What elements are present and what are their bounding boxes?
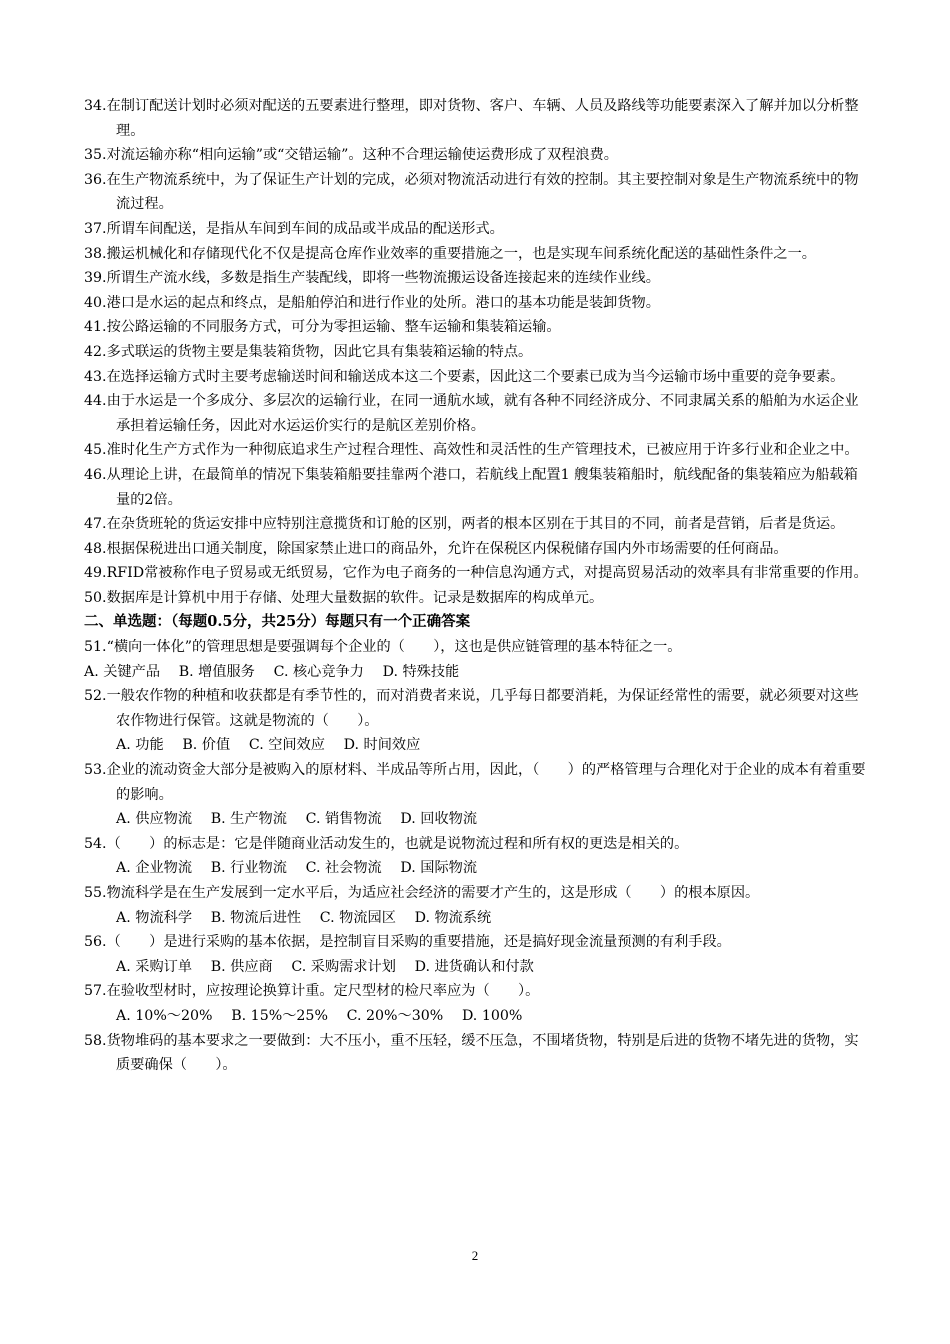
true-false-question-list <box>84 94 870 610</box>
question-item <box>84 881 870 906</box>
question-item <box>84 537 870 562</box>
question-item <box>84 94 870 143</box>
question-item <box>84 315 870 340</box>
page-number: 2 <box>471 1248 479 1263</box>
question-text: 货物堆码的基本要求之一要做到：大不压小，重不压轻，缓不压急，不围堵货物，特别是后进的货物不堵先进的货物，实质要确保（ ）。 <box>106 1032 859 1074</box>
question-number: 39. <box>84 270 107 287</box>
question-text: 企业的流动资金大部分是被购入的原材料、半成品等所占用，因此，（ ）的严格管理与合理化对于企业的成本有着重要的影响。 <box>106 762 866 803</box>
question-number: 35. <box>84 147 107 164</box>
question-item <box>84 340 870 365</box>
question-number: 41. <box>84 319 107 336</box>
question-text: （ ）是进行采购的基本依据，是控制盲目采购的重要措施，还是搞好现金流量预测的有利手段。 <box>106 934 731 951</box>
question-item <box>84 635 870 660</box>
question-number: 57. <box>84 983 107 1000</box>
question-number: 44. <box>84 393 107 410</box>
question-number: 50. <box>84 589 107 606</box>
question-number: 58. <box>84 1032 107 1049</box>
question-text: 根据保税进出口通关制度，除国家禁止进口的商品外，允许在保税区内保税储存国内外市场需要的任何商品。 <box>106 540 788 557</box>
question-text: 一般农作物的种植和收获都是有季节性的，而对消费者来说，几乎每日都要消耗，为保证经常性的需要，就必须要对这些农作物进行保管。这就是物流的（ ）。 <box>106 688 859 729</box>
question-text: （ ）的标志是：它是伴随商业活动发生的，也就是说物流过程和所有权的更迭是相关的。 <box>106 835 689 852</box>
question-number: 55. <box>84 885 107 901</box>
question-text: 搬运机械化和存储现代化不仅是提高仓库作业效率的重要措施之一，也是实现车间系统化配送的基础性条件之一。 <box>106 245 816 262</box>
section-heading: 二、单选题：（每题0.5分，共25分）每题只有一个正确答案 <box>84 613 471 631</box>
question-number: 48. <box>84 540 107 557</box>
single-choice-question-list <box>84 635 870 1078</box>
question-text: 对流运输亦称“相向运输”或“交错运输”。这种不合理运输使运费形成了双程浪费。 <box>106 147 618 164</box>
question-number: 37. <box>84 220 107 237</box>
question-text: 在生产物流系统中，为了保证生产计划的完成，必须对物流活动进行有效的控制。其主要控制对象是生产物流系统中的物流过程。 <box>106 171 859 213</box>
question-number: 38. <box>84 245 107 262</box>
question-text: 准时化生产方式作为一种彻底追求生产过程合理性、高效性和灵活性的生产管理技术，已被应用于许多行业和企业之中。 <box>106 442 859 459</box>
question-item <box>84 979 870 1004</box>
question-item <box>84 930 870 955</box>
answer-options: A. 功能 B. 价值 C. 空间效应 D. 时间效应 <box>116 737 421 754</box>
question-number: 52. <box>84 688 107 705</box>
question-text: 从理论上讲，在最简单的情况下集装箱船要挂靠两个港口，若航线上配置1 艘集装箱船时，航线配备的集装箱应为船载箱量的2倍。 <box>106 466 858 508</box>
question-item <box>84 832 870 857</box>
answer-options: A. 关键产品 B. 增值服务 C. 核心竞争力 D. 特殊技能 <box>84 663 460 680</box>
answer-options: A. 供应物流 B. 生产物流 C. 销售物流 D. 回收物流 <box>116 811 478 828</box>
question-text: RFID常被称作电子贸易或无纸贸易，它作为电子商务的一种信息沟通方式，对提高贸易活动的效率具有非常重要的作用。 <box>106 565 868 582</box>
question-number: 46. <box>84 466 107 483</box>
question-item <box>84 438 870 463</box>
question-number: 54. <box>84 835 107 852</box>
question-number: 49. <box>84 565 107 582</box>
question-text: 按公路运输的不同服务方式，可分为零担运输、整车运输和集装箱运输。 <box>106 319 561 336</box>
question-number: 40. <box>84 294 107 311</box>
question-item <box>84 143 870 168</box>
question-item <box>84 242 870 267</box>
question-text: 在选择运输方式时主要考虑输送时间和输送成本这二个要素，因此这二个要素已成为当今运输市场中重要的竞争要素。 <box>106 368 845 385</box>
question-text: 在制订配送计划时必须对配送的五要素进行整理，即对货物、客户、车辆、人员及路线等功能要素深入了解并加以分析整理。 <box>106 98 859 139</box>
page-content <box>84 94 870 1078</box>
question-number: 43. <box>84 368 107 385</box>
question-item <box>84 266 870 291</box>
question-text: 所谓车间配送，是指从车间到车间的成品或半成品的配送形式。 <box>106 220 504 237</box>
question-item <box>84 291 870 316</box>
question-number: 36. <box>84 171 107 188</box>
question-text: 在验收型材时，应按理论换算计重。定尺型材的检尺率应为（ ）。 <box>106 983 540 1000</box>
question-item <box>84 758 870 807</box>
question-text: 在杂货班轮的货运安排中应特别注意揽货和订舱的区别，两者的根本区别在于其目的不同，前者是营销，后者是货运。 <box>106 516 845 533</box>
question-number: 45. <box>84 442 107 459</box>
question-item <box>84 168 870 217</box>
answer-options: A. 物流科学 B. 物流后进性 C. 物流园区 D. 物流系统 <box>116 909 492 926</box>
question-number: 34. <box>84 98 107 114</box>
question-number: 53. <box>84 762 107 779</box>
question-item <box>84 365 870 390</box>
question-text: “横向一体化”的管理思想是要强调每个企业的（ ），这也是供应链管理的基本特征之一。 <box>106 639 682 656</box>
question-text: 港口是水运的起点和终点，是船舶停泊和进行作业的处所。港口的基本功能是装卸货物。 <box>106 294 660 311</box>
question-number: 42. <box>84 343 107 360</box>
question-number: 56. <box>84 934 107 951</box>
question-item <box>84 1029 870 1078</box>
question-item <box>84 389 870 438</box>
question-item <box>84 586 870 611</box>
question-item <box>84 217 870 242</box>
question-item <box>84 561 870 586</box>
question-text: 所谓生产流水线，多数是指生产装配线，即将一些物流搬运设备连接起来的连续作业线。 <box>106 270 660 287</box>
question-text: 数据库是计算机中用于存储、处理大量数据的软件。记录是数据库的构成单元。 <box>106 589 604 606</box>
question-text: 由于水运是一个多成分、多层次的运输行业，在同一通航水域，就有各种不同经济成分、不同隶属关系的船舶为水运企业承担着运输任务，因此对水运运价实行的是航区差别价格。 <box>106 393 859 434</box>
question-text: 多式联运的货物主要是集装箱货物，因此它具有集装箱运输的特点。 <box>106 343 533 360</box>
question-item <box>84 684 870 733</box>
question-item <box>84 512 870 537</box>
answer-options: A. 10%～20% B. 15%～25% C. 20%～30% D. 100% <box>116 1007 523 1024</box>
answer-options: A. 采购订单 B. 供应商 C. 采购需求计划 D. 进货确认和付款 <box>116 958 534 975</box>
question-item <box>84 463 870 512</box>
question-number: 51. <box>84 639 107 656</box>
question-number: 47. <box>84 516 107 533</box>
answer-options: A. 企业物流 B. 行业物流 C. 社会物流 D. 国际物流 <box>116 860 478 877</box>
question-text: 物流科学是在生产发展到一定水平后，为适应社会经济的需要才产生的，这是形成（ ）的根本原因。 <box>106 885 760 901</box>
